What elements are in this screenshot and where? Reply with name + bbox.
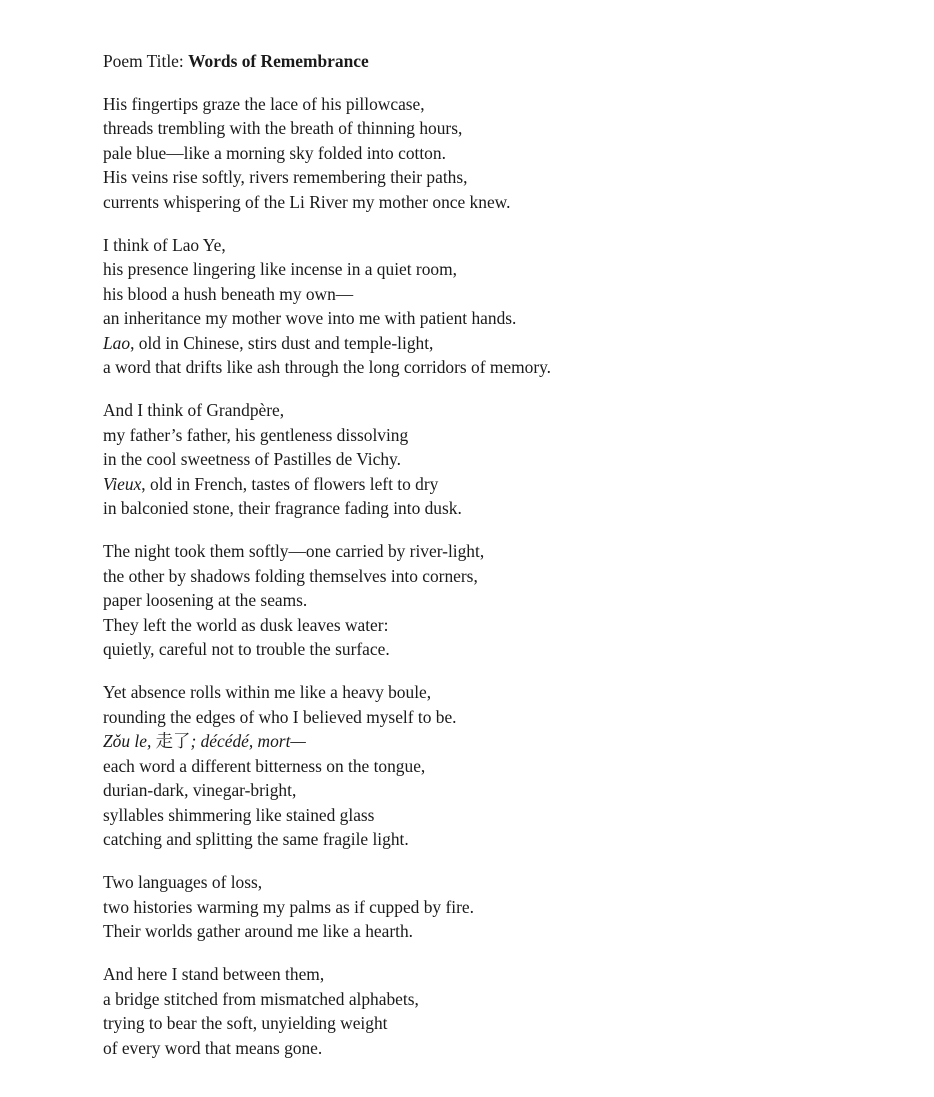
poem-line-text: His veins rise softly, rivers remembering their paths, — [103, 167, 468, 187]
poem-title-text: Words of Remembrance — [188, 51, 369, 71]
poem-line-text: And I think of Grandpère, — [103, 400, 285, 420]
poem-line-text: quietly, careful not to trouble the surface. — [103, 639, 390, 659]
poem-line — [103, 919, 903, 944]
stanza — [103, 962, 903, 1060]
poem-line-text: trying to bear the soft, unyielding weight — [103, 1013, 388, 1033]
poem-line-text: of every word that means gone. — [103, 1037, 323, 1058]
poem-line — [103, 705, 903, 730]
poem-line — [103, 496, 903, 521]
poem-line-text: his presence lingering like incense in a quiet room, — [103, 259, 457, 279]
poem-line — [103, 987, 903, 1012]
poem-line — [103, 331, 903, 356]
poem-line — [103, 564, 903, 589]
poem-line — [103, 116, 903, 141]
poem-line-text: Two languages of loss, — [103, 872, 263, 892]
poem-line-text: They left the world as dusk leaves water: — [103, 614, 389, 635]
poem-line — [103, 141, 903, 166]
poem-line-italic-text: Vieux — [103, 473, 142, 494]
poem-line — [103, 257, 903, 282]
poem-line-text: , old in Chinese, stirs dust and temple-light, — [130, 332, 434, 353]
poem-line — [103, 447, 903, 472]
poem-line — [103, 754, 903, 779]
poem-line-text: catching and splitting the same fragile light. — [103, 829, 409, 849]
stanza — [103, 398, 903, 521]
poem-line — [103, 827, 903, 852]
poem-line-italic-text: ; décédé, mort— — [190, 731, 306, 751]
poem-line — [103, 895, 903, 920]
poem-line — [103, 613, 903, 638]
poem-line — [103, 306, 903, 331]
poem-line-text: durian-dark, vinegar-bright, — [103, 780, 297, 800]
stanza — [103, 539, 903, 662]
poem-line-text: syllables shimmering like stained glass — [103, 804, 375, 825]
poem-line-text: my father’s father, his gentleness dissolving — [103, 424, 409, 445]
poem-line-italic-text: Zǒu le, — [103, 731, 156, 751]
poem-line — [103, 92, 903, 117]
poem-line — [103, 190, 903, 215]
poem-line — [103, 637, 903, 662]
poem-line-text: paper loosening at the seams. — [103, 590, 308, 610]
poem-line-text: in the cool sweetness of Pastilles de Vichy. — [103, 449, 401, 469]
poem-line — [103, 870, 903, 895]
poem-line-text: currents whispering of the Li River my mother once knew. — [103, 191, 511, 212]
poem-line-text: threads trembling with the breath of thinning hours, — [103, 118, 463, 138]
poem-line — [103, 282, 903, 307]
poem-line — [103, 398, 903, 423]
poem-line-text: pale blue—like a morning sky folded into cotton. — [103, 142, 446, 163]
poem-line-text: two histories warming my palms as if cupped by fire. — [103, 896, 474, 917]
poem-line-text: a bridge stitched from mismatched alphabets, — [103, 988, 419, 1009]
poem-document — [103, 49, 903, 1079]
poem-title-label: Poem Title: — [103, 51, 189, 71]
poem-line-text: , old in French, tastes of flowers left to dry — [141, 473, 439, 494]
poem-line-text: And here I stand between them, — [103, 964, 325, 984]
poem-body — [103, 92, 903, 1061]
poem-line-text: his blood a hush beneath my own— — [103, 283, 354, 304]
stanza — [103, 233, 903, 380]
poem-line-text: the other by shadows folding themselves into corners, — [103, 565, 478, 586]
poem-line-text: rounding the edges of who I believed myself to be. — [103, 706, 457, 727]
poem-line-text: each word a different bitterness on the tongue, — [103, 755, 426, 776]
poem-line — [103, 1011, 903, 1036]
poem-line — [103, 472, 903, 497]
poem-line-text: I think of Lao Ye, — [103, 234, 226, 255]
poem-line — [103, 539, 903, 564]
poem-line-text: a word that drifts like ash through the long corridors of memory. — [103, 357, 552, 377]
poem-line — [103, 729, 903, 754]
poem-line — [103, 165, 903, 190]
poem-line-text: in balconied stone, their fragrance fading into dusk. — [103, 498, 462, 518]
poem-line-text: Their worlds gather around me like a hearth. — [103, 921, 414, 941]
poem-line-text: Yet absence rolls within me like a heavy boule, — [103, 682, 432, 702]
poem-line — [103, 803, 903, 828]
poem-line — [103, 355, 903, 380]
poem-line — [103, 962, 903, 987]
poem-line — [103, 680, 903, 705]
poem-line-text: The night took them softly—one carried by river-light, — [103, 541, 485, 561]
poem-line — [103, 423, 903, 448]
poem-line-text: His fingertips graze the lace of his pillowcase, — [103, 93, 425, 114]
stanza — [103, 92, 903, 215]
poem-line — [103, 1036, 903, 1061]
stanza — [103, 870, 903, 944]
poem-line-text: an inheritance my mother wove into me with patient hands. — [103, 308, 517, 328]
stanza — [103, 680, 903, 852]
poem-title — [103, 49, 903, 74]
poem-line — [103, 233, 903, 258]
poem-line-text: 走了 — [155, 731, 191, 751]
poem-line-italic-text: Lao — [103, 332, 131, 353]
poem-line — [103, 588, 903, 613]
poem-line — [103, 778, 903, 803]
